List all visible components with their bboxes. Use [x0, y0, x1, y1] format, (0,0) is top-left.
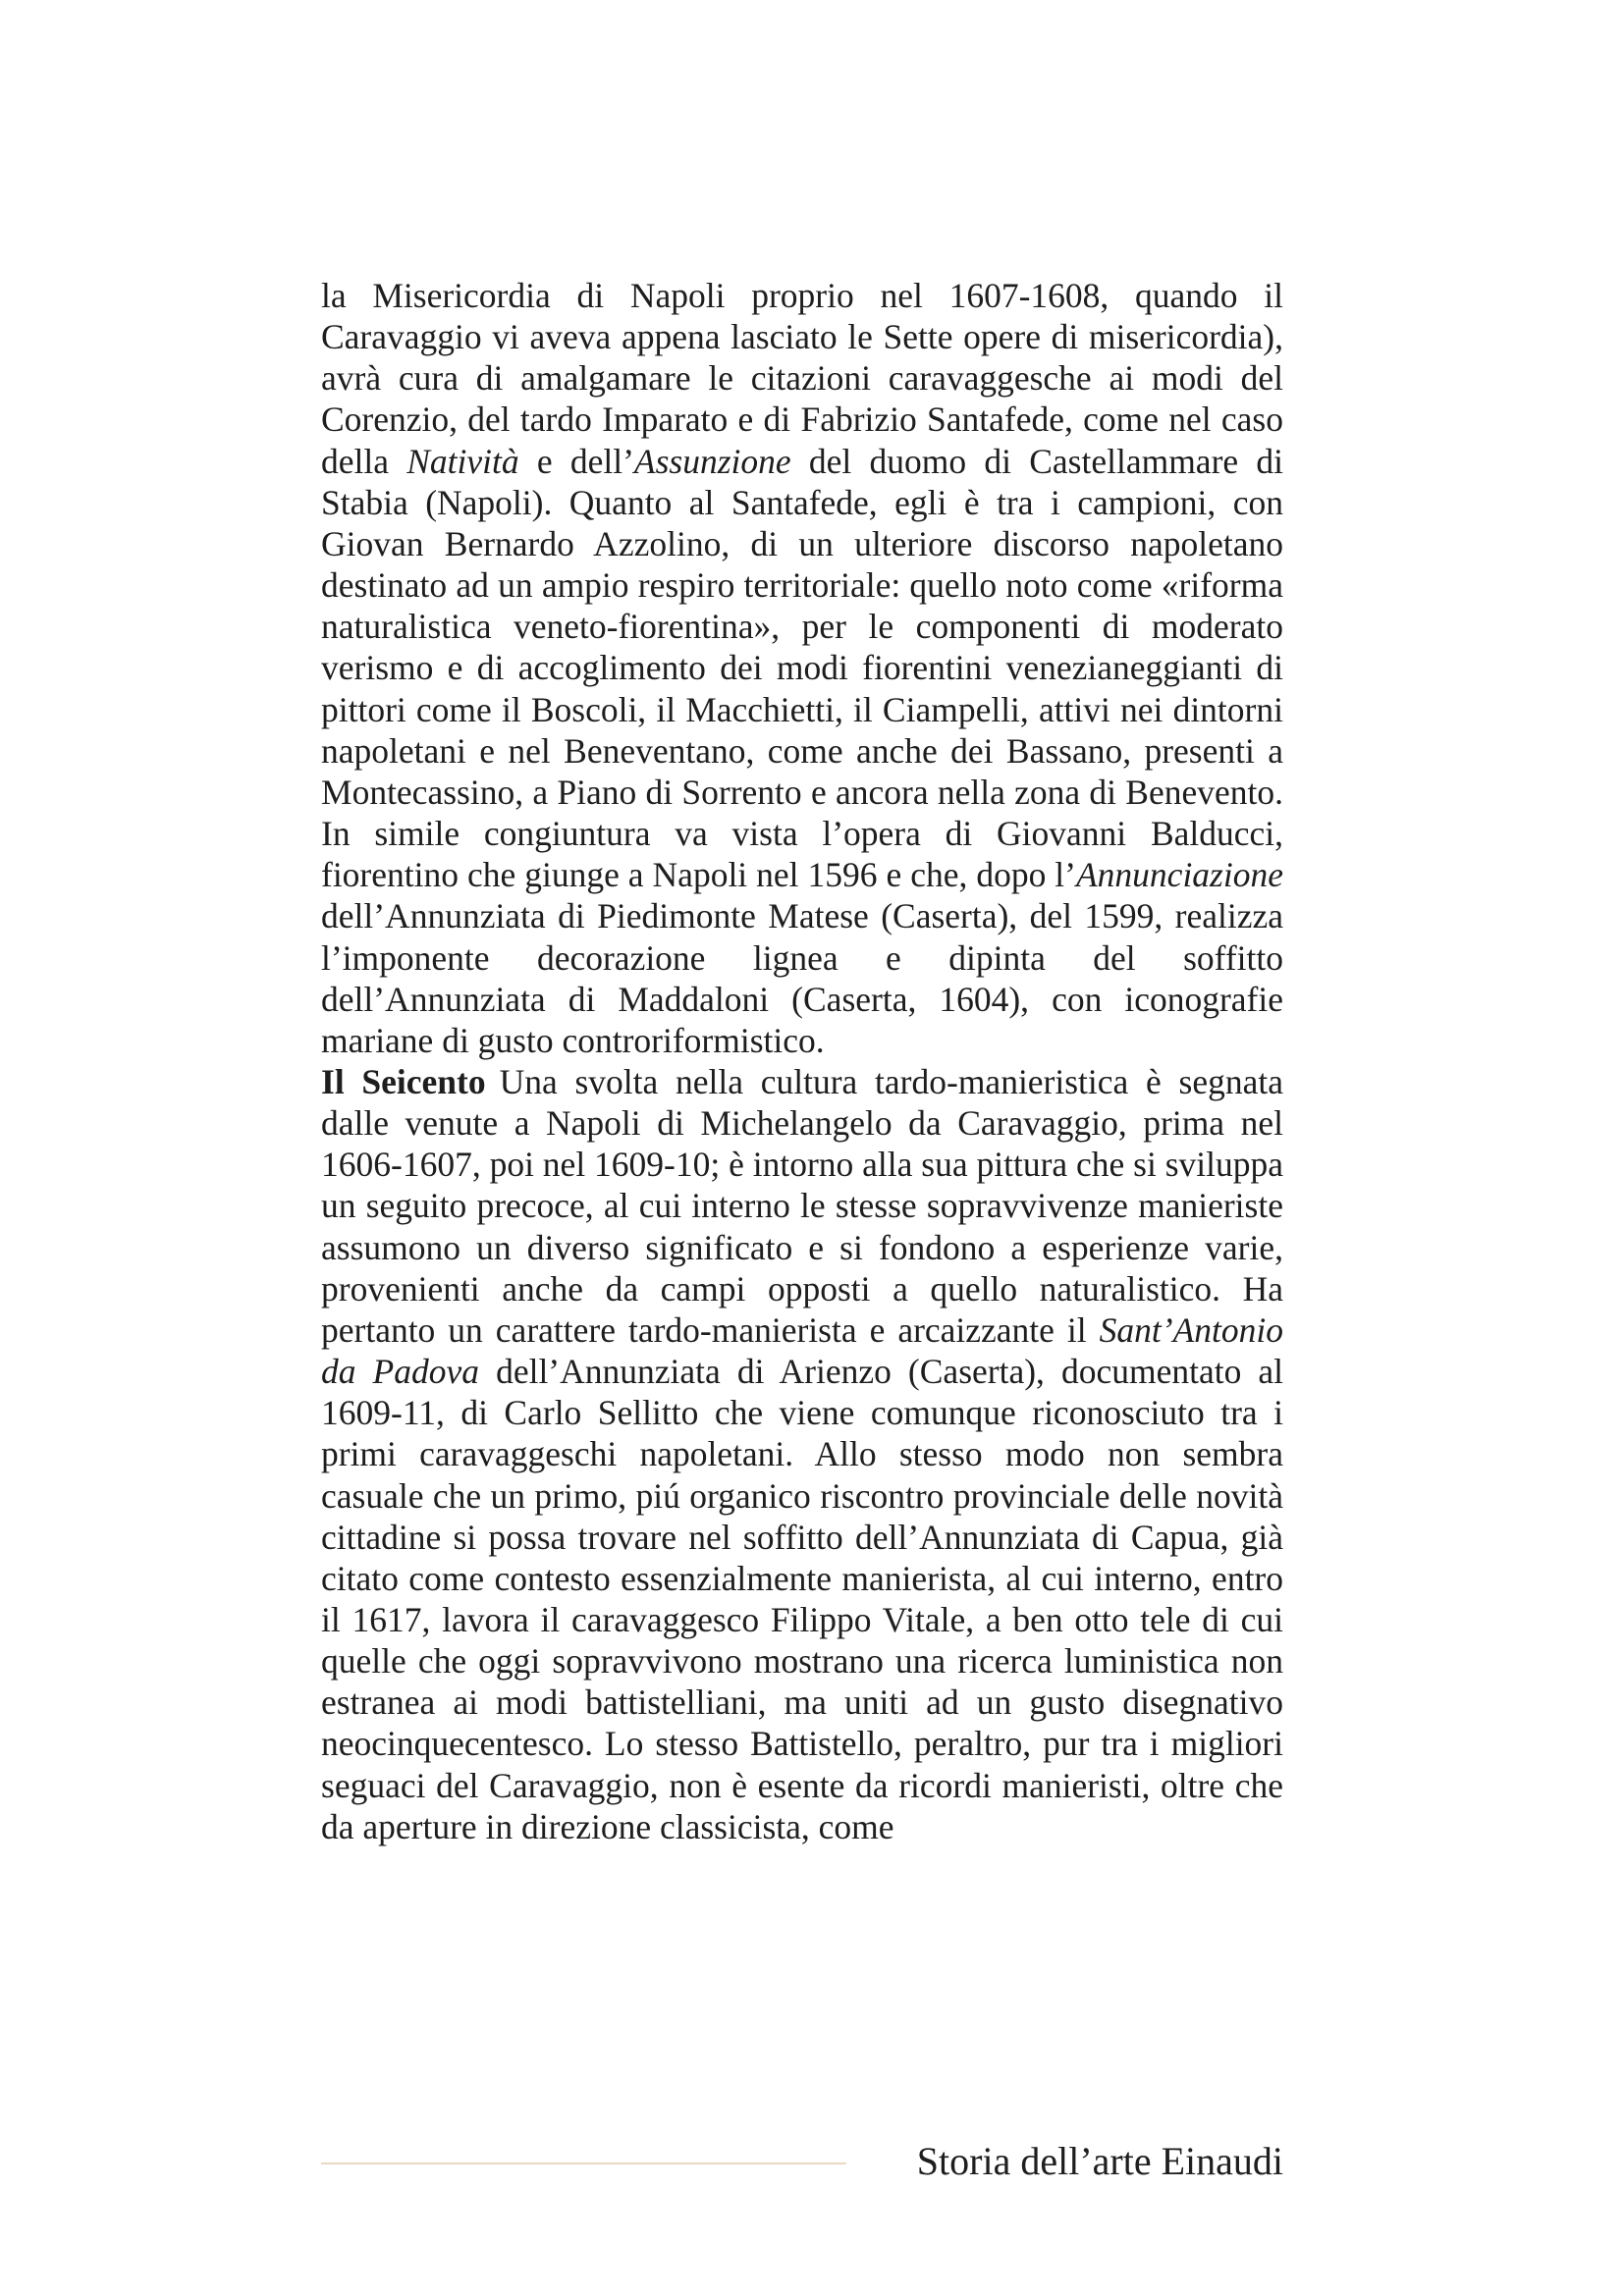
artwork-title-annunciazione: Annunciazione: [1076, 855, 1283, 895]
text-run: dell’Annunziata di Piedimonte Matese (Caserta), del 1599, realizza l’imponente decorazione lignea e dipinta del soffitto dell’Annunziata di Maddaloni (Caserta, 1604), con iconografie mariane di gusto controriformistico.: [321, 896, 1283, 1060]
footer-title: Storia dell’arte Einaudi: [916, 2139, 1283, 2183]
text-run: la Misericordia di Napoli proprio nel 1607-1608, quando il Caravaggio vi aveva appena lasciato le Sette opere di misericordia), avrà cura di amalgamare le citazioni caravaggesche ai modi del Corenzio, del tardo Imparato e di Fabrizio Santafede, come nel caso della: [321, 276, 1283, 481]
text-run: del duomo di Castellammare di Stabia (Napoli). Quanto al Santafede, egli è tra i campioni, con Giovan Bernardo Azzolino, di un ulteriore discorso napoletano destinato ad un ampio respiro territoriale: quello noto come «riforma naturalistica veneto-fiorentina», per le componenti di moderato verismo e di accoglimento dei modi fiorentini venezianeggianti di pittori come il Boscoli, il Macchietti, il Ciampelli, attivi nei dintorni napoletani e nel Beneventano, come anche dei Bassano, presenti a Montecassino, a Piano di Sorrento e ancora nella zona di Benevento. In simile congiuntura va vista l’opera di Giovanni Balducci, fiorentino che giunge a Napoli nel 1596 e che, dopo l’: [321, 441, 1283, 895]
artwork-title-nativita: Natività: [406, 441, 519, 481]
artwork-title-assunzione: Assunzione: [633, 441, 791, 481]
section-heading: Il Seicento: [321, 1061, 486, 1101]
footer-rule: [321, 2163, 846, 2164]
artwork-title-sant-antonio: Sant’Antonio da Padova: [321, 1309, 1283, 1392]
text-run: Una svolta nella cultura tardo-manieristica è segnata dalle venute a Napoli di Michelangelo da Caravaggio, prima nel 1606-1607, poi nel 1609-10; è intorno alla sua pittura che si sviluppa un seguito precoce, al cui interno le stesse sopravvivenze manieriste assumono un diverso significato e si fondono a esperienze varie, provenienti anche da campi opposti a quello naturalistico. Ha pertanto un carattere tardo-manierista e arcaizzante il: [321, 1061, 1284, 1350]
paragraph-1: [321, 275, 1283, 1061]
text-run: dell’Annunziata di Arienzo (Caserta), documentato al 1609-11, di Carlo Sellitto che viene comunque riconosciuto tra i primi caravaggeschi napoletani. Allo stesso modo non sembra casuale che un primo, piú organico riscontro provinciale delle novità cittadine si possa trovare nel soffitto dell’Annunziata di Capua, già citato come contesto essenzialmente manierista, al cui interno, entro il 1617, lavora il caravaggesco Filippo Vitale, a ben otto tele di cui quelle che oggi sopravvivono mostrano una ricerca luministica non estranea ai modi battistelliani, ma uniti ad un gusto disegnativo neocinquecentesco. Lo stesso Battistello, peraltro, pur tra i migliori seguaci del Caravaggio, non è esente da ricordi manieristi, oltre che da aperture in direzione classicista, come: [321, 1352, 1283, 1846]
body-text: [321, 275, 1283, 1847]
text-run: e dell’: [518, 441, 634, 481]
paragraph-2: [321, 1061, 1283, 1847]
